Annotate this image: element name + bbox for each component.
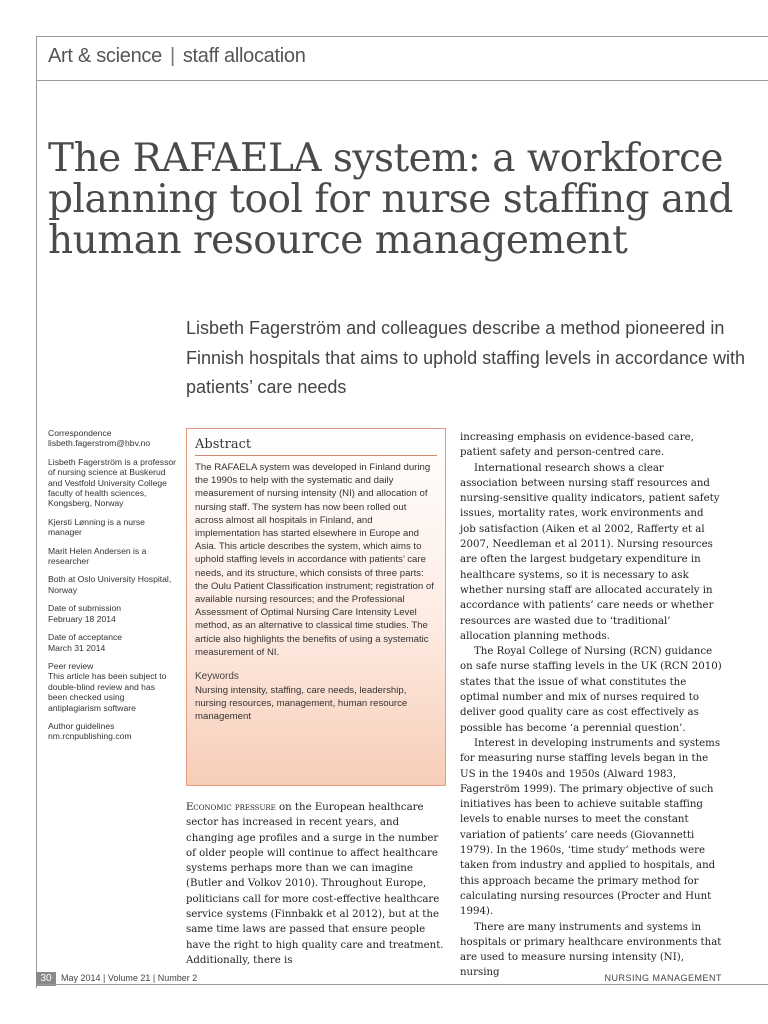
header-rule <box>36 80 768 81</box>
section-header <box>48 45 306 68</box>
submission-block <box>48 603 176 624</box>
peer-review-text: This article has been subject to double-blind review and has been checked using antiplagiarism software <box>48 671 167 713</box>
author-bio-2: Kjersti Lønning is a nurse manager <box>48 516 145 538</box>
body-paragraph: increasing emphasis on evidence-based care, patient safety and person-centred care. <box>460 432 694 459</box>
submission-date: February 18 2014 <box>48 613 116 624</box>
peer-review-label: Peer review <box>48 660 94 671</box>
journal-name: NURSING MANAGEMENT <box>604 973 722 983</box>
guidelines-label: Author guidelines <box>48 720 115 731</box>
acceptance-label: Date of acceptance <box>48 632 123 643</box>
page-number: 30 <box>36 972 56 986</box>
acceptance-date: March 31 2014 <box>48 642 106 653</box>
abstract-heading: Abstract <box>195 437 437 456</box>
body-text: on the European healthcare sector has increased in recent years, and changing age profiles and a surge in the number of older people will continue to affect healthcare systems perhaps more than we can imagine (Butler and Volkov 2010). Throughout Europe, politicians call for more cost-effective healthcare service systems (Finnbakk et al 2012), but at the same time laws are passed that ensure people have the right to high quality care and treatment. Additionally, there is <box>186 802 444 966</box>
affiliation: Both at Oslo University Hospital, Norway <box>48 574 172 595</box>
submission-label: Date of submission <box>48 603 122 614</box>
article-title: The RAFAELA system: a workforce planning tool for nurse staffing and human resource management <box>48 136 733 263</box>
keywords-text: Nursing intensity, staffing, care needs, leadership, nursing resources, management, human resource management <box>195 685 408 723</box>
author-sidebar <box>48 428 176 750</box>
body-paragraph: Interest in developing instruments and systems for measuring nurse staffing levels began in the US in the 1940s and 1950s (Alward 1983, Fagerström 1999). The primary objective of such initiatives has been to achieve suitable staffing levels to enable nurses to meet the constant variation of patients’ care needs (Giovannetti 1979). In the 1960s, ‘time study’ methods were taken from industry and applied to hospitals, and this approach became the primary method for calculating nursing resources (Procter and Hunt 1994). <box>460 737 721 918</box>
body-column-left <box>186 800 450 968</box>
abstract-text: The RAFAELA system was developed in Finland during the 1990s to help with the systematic and daily measurement of nursing intensity (NI) and allocation of nursing staff. The system has now been rolled out across almost all hospitals in Finland, and implementation has started elsewhere in Europe and Asia. This article describes the system, which aims to uphold staffing levels in accordance with patients’ care needs, and its structure, which consists of three parts: the Oulu Patient Classification instrument; registration of available nursing resources; and the Professional Assessment of Optimal Nursing Care Intensity Level method, as an alternative to classical time studies. The article also highlights the benefits of using a systematic measurement of NI. <box>195 462 434 658</box>
correspondence-email[interactable]: lisbeth.fagerstrom@hbv.no <box>48 438 151 449</box>
lead-in: Economic pressure <box>186 802 276 813</box>
body-paragraph: International research shows a clear association between nursing staff resources and nursing-sensitive quality indicators, patient safety issues, mortality rates, work environments and job satisfaction (Aiken et al 2002, Rafferty et al 2007, Needleman et al 2011). Nursing resources are often the largest budgetary expenditure in healthcare systems, so it is necessary to ask whether nursing staff are allocated accurately in accordance with patients’ care needs or whether resources are wasted due to ‘traditional’ allocation planning methods. <box>460 462 720 642</box>
section-label: Art & science <box>48 45 162 67</box>
body-column-right <box>460 430 722 981</box>
header-separator: | <box>169 45 175 67</box>
keywords-heading: Keywords <box>195 671 239 683</box>
author-bio-3: Marit Helen Andersen is a researcher <box>48 545 147 567</box>
frame-top-rule <box>36 36 768 37</box>
abstract-box <box>186 428 446 786</box>
body-paragraph: The Royal College of Nursing (RCN) guidance on safe nurse staffing levels in the UK (RCN 2010) states that the issue of what constitutes the optimal number and mix of nurses required to deliver good quality care as cost effectively as possible has become ‘a perennial question’. <box>460 646 722 734</box>
topic-label: staff allocation <box>182 45 306 67</box>
frame-left-rule <box>36 36 37 988</box>
author-bio-1: Lisbeth Fagerström is a professor of nursing science at Buskerud and Vestfold University College faculty of health sciences, Kongsberg, Norway <box>48 456 177 509</box>
body-paragraph <box>186 800 450 968</box>
peer-review-block <box>48 661 176 713</box>
footer-rule <box>36 984 768 985</box>
acceptance-block <box>48 632 176 653</box>
issue-info: May 2014 | Volume 21 | Number 2 <box>61 973 198 983</box>
guidelines-block <box>48 721 176 742</box>
correspondence-label: Correspondence <box>48 428 112 438</box>
standfirst: Lisbeth Fagerström and colleagues describe a method pioneered in Finnish hospitals that aims to uphold staffing levels in accordance with patients’ care needs <box>186 318 745 397</box>
correspondence-block <box>48 428 176 449</box>
body-paragraph: There are many instruments and systems in hospitals or primary healthcare environments that are used to measure nursing intensity (NI), nursing <box>460 921 722 979</box>
guidelines-url[interactable]: nm.rcnpublishing.com <box>48 731 132 742</box>
